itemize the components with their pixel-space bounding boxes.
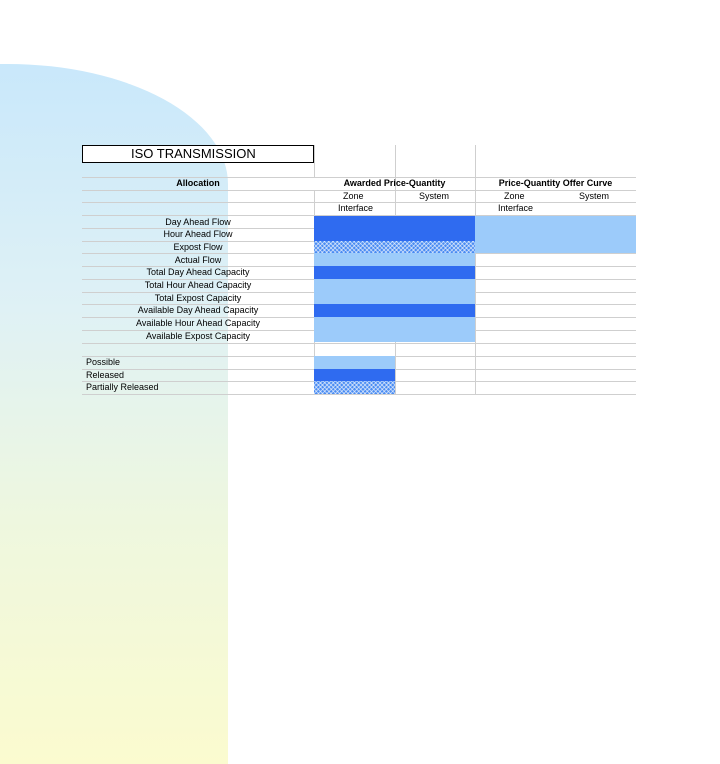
offer-curve-header: Price-Quantity Offer Curve bbox=[498, 178, 613, 188]
row-label: Hour Ahead Flow bbox=[163, 229, 233, 239]
legend-swatch-possible bbox=[314, 356, 395, 369]
grid-line bbox=[82, 343, 636, 344]
legend-label-possible: Possible bbox=[86, 357, 121, 367]
row-label: Available Day Ahead Capacity bbox=[137, 305, 259, 315]
legend-swatch-partially-released bbox=[314, 381, 395, 394]
zone-header: Zone bbox=[504, 191, 525, 201]
possible-fill bbox=[314, 317, 475, 342]
allocation-header: Allocation bbox=[176, 178, 220, 188]
row-label: Total Hour Ahead Capacity bbox=[144, 280, 252, 290]
row-label: Total Expost Capacity bbox=[154, 293, 242, 303]
zone-header: Zone bbox=[343, 191, 364, 201]
row-label: Total Day Ahead Capacity bbox=[146, 267, 250, 277]
row-label: Available Expost Capacity bbox=[146, 331, 250, 341]
released-fill bbox=[314, 266, 475, 279]
system-header: System bbox=[579, 191, 610, 201]
released-fill bbox=[314, 216, 475, 241]
legend-swatch-released bbox=[314, 369, 395, 381]
grid-line bbox=[314, 145, 315, 177]
legend-label-partially-released: Partially Released bbox=[86, 382, 159, 392]
system-header: System bbox=[419, 191, 450, 201]
legend-label-released: Released bbox=[86, 370, 125, 380]
row-label: Available Hour Ahead Capacity bbox=[136, 318, 260, 328]
possible-fill bbox=[314, 279, 475, 304]
spreadsheet bbox=[82, 145, 636, 397]
partially-released-fill bbox=[314, 241, 475, 253]
released-fill bbox=[314, 304, 475, 317]
interface-header: Interface bbox=[498, 203, 534, 213]
possible-fill bbox=[314, 253, 475, 266]
row-label: Day Ahead Flow bbox=[165, 217, 231, 227]
page-title: ISO TRANSMISSION bbox=[82, 145, 314, 163]
row-label: Actual Flow bbox=[174, 255, 222, 265]
row-label: Expost Flow bbox=[173, 242, 223, 252]
grid-line bbox=[82, 394, 636, 395]
awarded-header: Awarded Price-Quantity bbox=[343, 178, 446, 188]
possible-fill bbox=[475, 216, 636, 253]
interface-header: Interface bbox=[338, 203, 374, 213]
